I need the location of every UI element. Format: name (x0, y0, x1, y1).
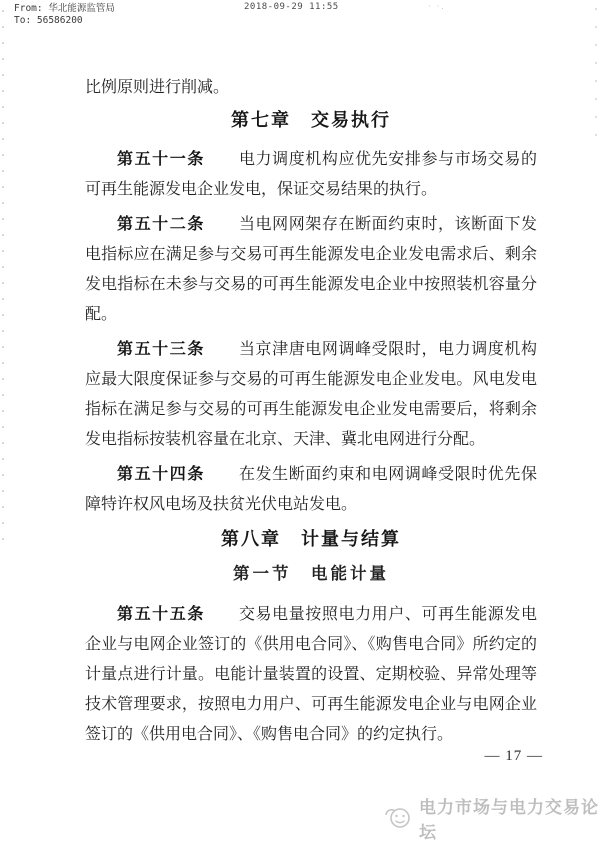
article-54-text: 在发生断面约束和电网调峰受限时优先保障特许权风电场及扶贫光伏电站发电。 (85, 466, 537, 513)
paragraph-continuation: 比例原则进行削减。 (85, 79, 230, 96)
chapter-7-heading: 第七章 交易执行 (231, 110, 391, 130)
scan-noise-left (2, 10, 4, 550)
article-53-number: 第五十三条 (117, 341, 205, 358)
article-54-number: 第五十四条 (117, 466, 205, 483)
article-52-number: 第五十二条 (117, 216, 205, 233)
watermark (383, 793, 600, 842)
fax-header (14, 3, 115, 26)
article-55 (85, 600, 537, 750)
article-51-number: 第五十一条 (117, 151, 205, 168)
fax-corner-mark: · ·. (428, 2, 446, 11)
section-1-heading: 第一节 电能计量 (233, 564, 389, 583)
article-53 (85, 335, 537, 455)
article-52-text: 当电网网架存在断面约束时，该断面下发电指标应在满足参与交易可再生能源发电企业发电需求后、剩余发电指标在未参与交易的可再生能源发电企业中按照装机容量分配。 (85, 216, 537, 323)
article-55-number: 第五十五条 (117, 606, 205, 623)
article-55-text: 交易电量按照电力用户、可再生能源发电企业与电网企业签订的《供用电合同》、《购售电合同》所约定的计量点进行计量。电能计量装置的设置、定期校验、异常处理等技术管理要求，按照电力用户、可再生能源发电企业与电网企业签订的《供用电合同》、《购售电合同》的约定执行。 (85, 606, 537, 743)
article-51-text: 电力调度机构应优先安排参与市场交易的可再生能源发电企业发电，保证交易结果的执行。 (85, 151, 537, 198)
fax-to-line: To: 56586200 (14, 14, 83, 26)
document-body (85, 73, 537, 750)
fax-from-line: From: 华北能源监管局 (14, 3, 115, 14)
scan-noise-right (595, 8, 597, 148)
article-52 (85, 210, 537, 330)
chapter-8-heading: 第八章 计量与结算 (221, 529, 401, 549)
article-51 (85, 145, 537, 205)
article-54 (85, 460, 537, 520)
page-number: — 17 — (484, 748, 543, 764)
fax-datetime: 2018-09-29 11:55 (244, 2, 339, 12)
watermark-text: 电力市场与电力交易论坛 (419, 798, 599, 842)
forum-smiley-logo-icon (383, 805, 413, 831)
article-53-text: 当京津唐电网调峰受限时，电力调度机构应最大限度保证参与交易的可再生能源发电企业发电。风电发电指标在满足参与交易的可再生能源发电企业发电需要后，将剩余发电指标按装机容量在北京、天津、冀北电网进行分配。 (85, 341, 537, 448)
